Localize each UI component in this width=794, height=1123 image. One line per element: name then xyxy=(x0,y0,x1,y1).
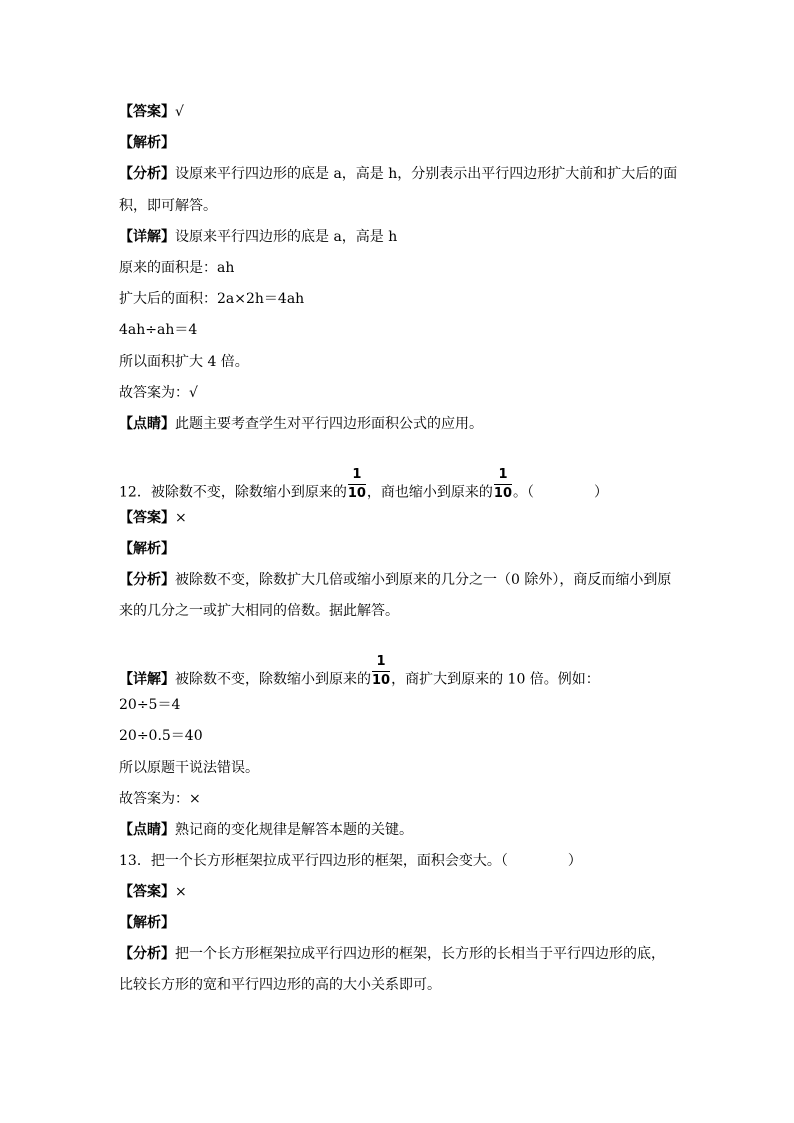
fraction-bar xyxy=(348,484,366,485)
answer-tag: 【答案】 xyxy=(119,510,175,526)
conclusion-line-11: 故答案为：√ xyxy=(119,385,198,401)
step-line: 20÷0.5＝40 xyxy=(119,728,203,744)
fraction-one-tenth xyxy=(372,655,390,688)
dianjing-tag: 【点睛】 xyxy=(119,416,175,432)
fenxi-text: 设原来平行四边形的底是 a，高是 h，分别表示出平行四边形扩大前和扩大后的面 xyxy=(175,166,678,182)
fraction-numerator: 1 xyxy=(376,654,386,669)
analysis-heading-13: 【解析】 xyxy=(119,915,175,931)
fenxi-line-11b: 积，即可解答。 xyxy=(119,198,217,214)
fenxi-text: 把一个长方形框架拉成平行四边形的框架，长方形的长相当于平行四边形的底， xyxy=(175,946,665,962)
xiangjie-text-a: 被除数不变，除数缩小到原来的 xyxy=(175,671,371,688)
xiangjie-tag: 【详解】 xyxy=(119,229,175,245)
dianjing-tag: 【点睛】 xyxy=(119,822,175,838)
step-line: 4ah÷ah＝4 xyxy=(119,322,198,338)
answer-value: × xyxy=(175,510,187,526)
answer-value: × xyxy=(175,884,187,900)
fenxi-text: 被除数不变，除数扩大几倍或缩小到原来的几分之一（0 除外），商反而缩小到原 xyxy=(175,572,672,588)
question-12-text-a: 12．被除数不变，除数缩小到原来的 xyxy=(119,484,347,501)
fenxi-tag: 【分析】 xyxy=(119,946,175,962)
dianjing-line-12 xyxy=(119,820,413,840)
dianjing-text: 熟记商的变化规律是解答本题的关键。 xyxy=(175,822,413,838)
conclusion-line-12: 故答案为：× xyxy=(119,791,201,807)
dianjing-text: 此题主要考查学生对平行四边形面积公式的应用。 xyxy=(175,416,483,432)
fraction-denominator: 10 xyxy=(347,486,366,501)
fraction-denominator: 10 xyxy=(493,486,513,501)
step-line: 原来的面积是：ah xyxy=(119,260,235,276)
step-line: 所以面积扩大 4 倍。 xyxy=(119,354,249,370)
step-line: 扩大后的面积：2a×2h＝4ah xyxy=(119,291,305,307)
step-line: 20÷5＝4 xyxy=(119,697,181,713)
fenxi-line-12a xyxy=(119,570,671,590)
answer-line-11 xyxy=(119,102,184,122)
question-13-text: 13．把一个长方形框架拉成平行四边形的框架，面积会变大。（ xyxy=(119,853,508,869)
xiangjie-line-11 xyxy=(119,227,397,247)
xiangjie-text-b: ，商扩大到原来的 10 倍。例如： xyxy=(391,671,600,688)
question-12 xyxy=(119,467,609,509)
analysis-heading-11: 【解析】 xyxy=(119,135,175,151)
question-12-text-c: 。（ xyxy=(513,484,535,501)
fenxi-line-13b: 比较长方形的宽和平行四边形的高的大小关系即可。 xyxy=(119,977,441,993)
question-12-text-d: ） xyxy=(594,484,609,501)
fenxi-tag: 【分析】 xyxy=(119,572,175,588)
question-12-text-b: ，商也缩小到原来的 xyxy=(366,484,493,501)
answer-tag: 【答案】 xyxy=(119,884,175,900)
answer-tag: 【答案】 xyxy=(119,104,175,120)
fraction-numerator: 1 xyxy=(498,467,508,482)
fraction-one-tenth xyxy=(494,468,512,501)
answer-value: √ xyxy=(175,104,184,120)
fenxi-tag: 【分析】 xyxy=(119,166,175,182)
fraction-bar xyxy=(372,671,390,672)
fraction-denominator: 10 xyxy=(372,673,391,688)
step-line: 所以原题干说法错误。 xyxy=(119,760,259,776)
answer-line-12 xyxy=(119,508,187,528)
fraction-numerator: 1 xyxy=(352,467,362,482)
question-13 xyxy=(119,851,582,871)
dianjing-line-11 xyxy=(119,414,483,434)
analysis-heading-12: 【解析】 xyxy=(119,541,175,557)
question-13-close: ） xyxy=(567,853,582,869)
xiangjie-text: 设原来平行四边形的底是 a，高是 h xyxy=(175,229,398,245)
xiangjie-line-12 xyxy=(119,654,600,696)
xiangjie-tag: 【详解】 xyxy=(119,671,175,688)
fenxi-line-12b: 来的几分之一或扩大相同的倍数。据此解答。 xyxy=(119,603,399,619)
fraction-one-tenth xyxy=(348,468,366,501)
fenxi-line-11a xyxy=(119,164,677,184)
fraction-bar xyxy=(494,484,512,485)
fenxi-line-13a xyxy=(119,944,665,964)
answer-line-13 xyxy=(119,882,187,902)
